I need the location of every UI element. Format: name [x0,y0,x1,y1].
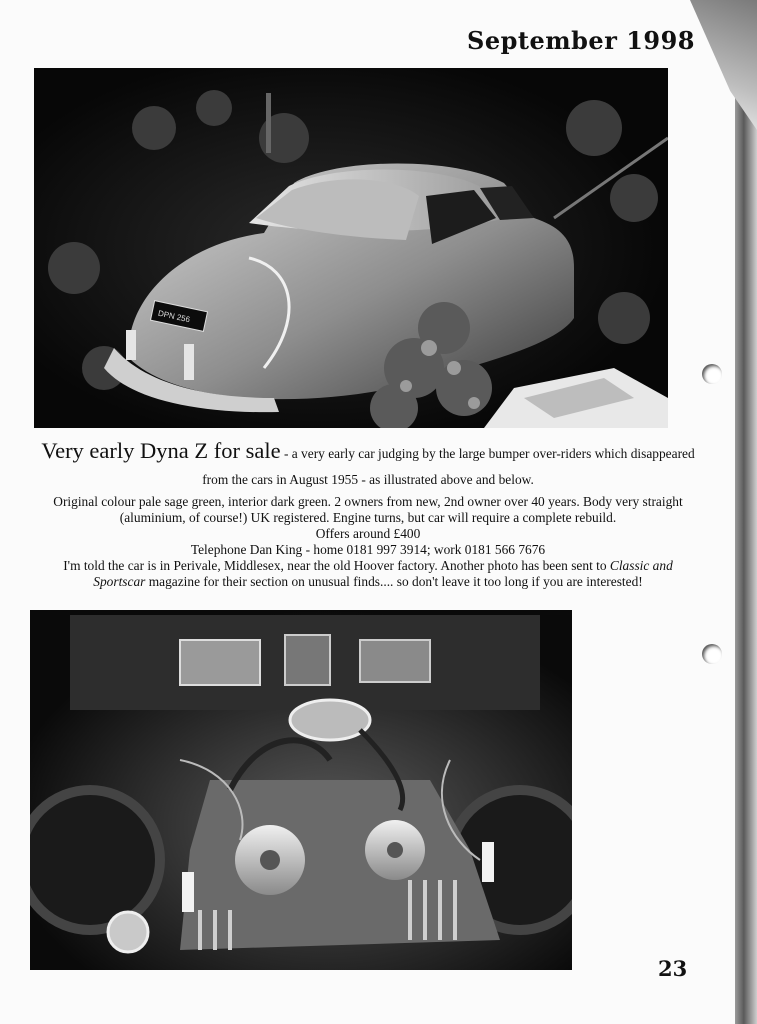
article-details: Original colour pale sage green, interior dark green. 2 owners from new, 2nd owner over 40 years. Body very straight (aluminium, of course!) UK registered. Engine turns, but car will require a complete rebuild. [53,494,683,525]
article-note-before: I'm told the car is in Perivale, Middlesex, near the old Hoover factory. Another photo has been sent to [63,558,610,573]
article-offers: Offers around £400 [315,526,421,541]
car-photo [34,68,668,428]
binder-hole-upper [702,364,722,384]
number-plate-text: DPN 256 [157,308,191,325]
car-photo-image [34,68,668,428]
article-telephone: Telephone Dan King - home 0181 997 3914; work 0181 566 7676 [190,542,546,557]
article [36,438,700,590]
article-lead [36,438,700,493]
article-headline: Very early Dyna Z for sale [41,438,281,463]
article-note [36,558,700,590]
binder-hole-lower [702,644,722,664]
issue-date: September 1998 [467,26,695,55]
article-note-after: magazine for their section on unusual finds.... so don't leave it too long if you are interested! [145,574,643,589]
engine-photo-image [30,610,572,970]
page-number: 23 [658,956,688,981]
page-edge-shadow [735,0,757,1024]
engine-photo [30,610,572,970]
magazine-name: Classic and Sportscar [93,558,673,589]
article-intro: - a very early car judging by the large bumper over-riders which disappeared from the cars in August 1955 - as illustrated above and below. [202,446,695,487]
